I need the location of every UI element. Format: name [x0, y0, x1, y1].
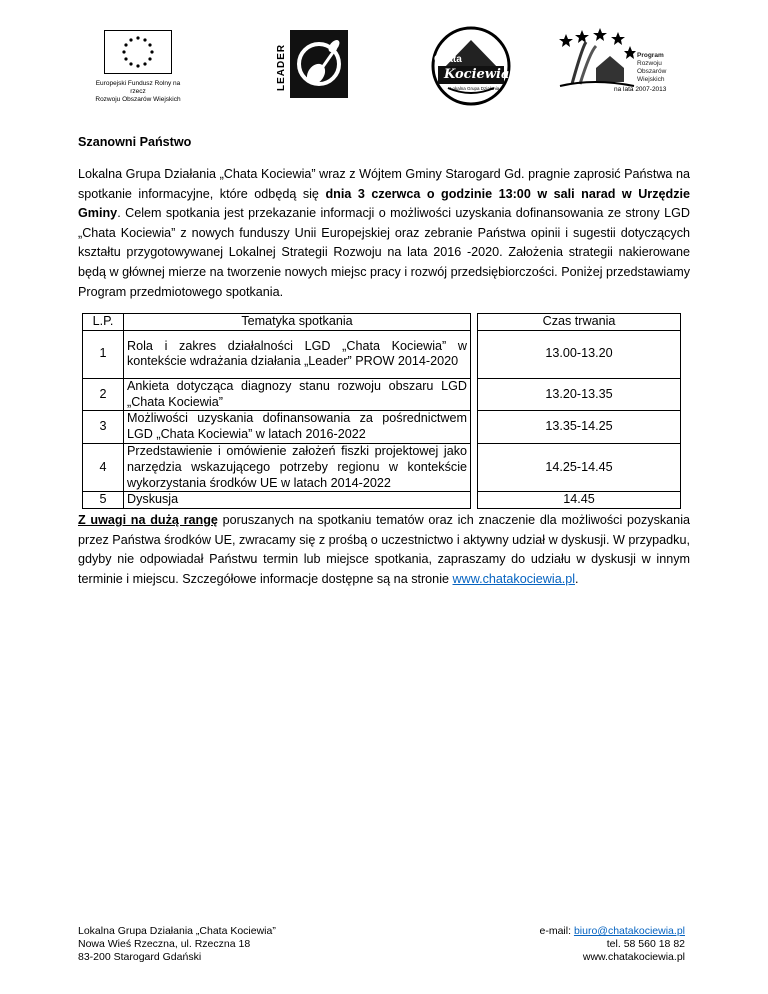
footer-address — [78, 925, 276, 964]
row-lp: 5 — [83, 492, 124, 509]
leader-text: LEADER — [276, 43, 287, 91]
agenda-table — [82, 313, 681, 509]
row-time: 13.35-14.25 — [478, 411, 681, 444]
website-link[interactable]: www.chatakociewia.pl — [452, 571, 575, 586]
prow-line3: Obszarów — [637, 68, 667, 75]
leader-logo — [276, 28, 350, 102]
greeting: Szanowni Państwo — [78, 135, 192, 149]
footer-website: www.chatakociewia.pl — [582, 951, 685, 963]
table-row — [83, 492, 681, 509]
prow-line4: Wiejskich — [637, 76, 665, 83]
table-row — [83, 411, 681, 444]
prow-line2: Rozwoju — [637, 60, 662, 67]
row-topic: Dyskusja — [124, 492, 471, 509]
prow-line1: Program — [637, 52, 664, 59]
row-time: 13.20-13.35 — [478, 378, 681, 411]
row-time: 13.00-13.20 — [478, 330, 681, 378]
intro-text-2: . Celem spotkania jest przekazanie informacji o możliwości uzyskania dofinansowania ze strony LGD „Chata Kociewia” z nowych funduszy Unii Europejskiej oraz zebranie Państwa opinii i sugestii dotyczących kształtu przygotowywanej Lokalnej Strategii Rozwoju na lata 2016 -2020. Założenia strategii nakierowane będą w głównej mierze na tworzenie nowych miejsc pracy i rozwój przedsiębiorczości. Poniżej przedstawiamy Program przedmiotowego spotkania. — [78, 206, 690, 299]
row-topic: Przedstawienie i omówienie założeń fiszki projektowej jako narzędzia wskazującego potrzeby regionu w kontekście wykorzystania środków UE w latach 2014-2022 — [124, 443, 471, 491]
outro-text: poruszanych na spotkaniu tematów oraz ich znaczenie dla możliwości pozyskania przez Państwa środków UE, zwracamy się z prośbą o uczestnictwo i aktywny udział w dyskusji. W przypadku, gdyby nie odpowiadał Państwu termin lub miejsce spotkania, zapraszamy do udziału w dyskusji w innym terminie i miejscu. Szczegółowe informacje dostępne są na stronie — [78, 513, 690, 586]
footer-street: Nowa Wieś Rzeczna, ul. Rzeczna 18 — [78, 938, 251, 950]
footer-email-label: e-mail: — [539, 925, 574, 937]
chata-small-text: Lokalna Grupa Działania — [450, 86, 500, 91]
footer-city: 83-200 Starogard Gdański — [78, 951, 202, 963]
header-lp: L.P. — [83, 314, 124, 331]
row-lp: 1 — [83, 330, 124, 378]
row-time: 14.25-14.45 — [478, 443, 681, 491]
table-row — [83, 378, 681, 411]
header-time: Czas trwania — [478, 314, 681, 331]
eu-logo — [88, 30, 188, 104]
row-time: 14.45 — [478, 492, 681, 509]
prow-years: na lata 2007-2013 — [614, 86, 667, 93]
footer-org: Lokalna Grupa Działania „Chata Kociewia” — [78, 925, 276, 937]
chata-text: Chata — [434, 54, 462, 65]
row-topic: Ankieta dotycząca diagnozy stanu rozwoju obszaru LGD „Chata Kociewia” — [124, 378, 471, 411]
footer-email-link[interactable]: biuro@chatakociewia.pl — [573, 925, 685, 937]
prow-logo — [552, 28, 682, 98]
row-lp: 2 — [83, 378, 124, 411]
intro-bold: dnia 3 czerwca o godzinie 13:00 w sali narad w Urzędzie Gminy — [78, 186, 691, 221]
footer-contact — [540, 925, 686, 964]
table-row — [83, 330, 681, 378]
eu-caption-line2: Rozwoju Obszarów Wiejskich — [95, 96, 181, 103]
prow-emblem-icon — [552, 28, 636, 90]
outro-end: . — [575, 571, 579, 586]
table-header-row — [83, 314, 681, 331]
outro-bold: Z uwagi na dużą rangę — [78, 513, 218, 527]
row-topic: Rola i zakres działalności LGD „Chata Kociewia” w kontekście wdrażania działania „Leader” PROW 2014-2020 — [124, 330, 471, 378]
intro-text-1: Lokalna Grupa Działania „Chata Kociewia” wraz z Wójtem Gminy Starogard Gd. pragnie zaprosić Państwa na spotkanie informacyjne, które odbędą się — [78, 167, 690, 201]
eu-flag-icon — [104, 30, 172, 74]
outro-paragraph — [78, 511, 690, 589]
intro-paragraph — [78, 165, 690, 302]
header-topic: Tematyka spotkania — [124, 314, 471, 331]
row-topic: Możliwości uzyskania dofinansowania za pośrednictwem LGD „Chata Kociewia” w latach 2016-2022 — [124, 411, 471, 444]
row-lp: 3 — [83, 411, 124, 444]
chata-kociewia-logo — [430, 26, 512, 106]
kociewia-text: Kociewia — [444, 67, 510, 82]
footer-phone: tel. 58 560 18 82 — [606, 938, 685, 950]
eu-caption-line1: Europejski Fundusz Rolny na rzecz — [95, 80, 181, 95]
row-lp: 4 — [83, 443, 124, 491]
table-row — [83, 443, 681, 491]
